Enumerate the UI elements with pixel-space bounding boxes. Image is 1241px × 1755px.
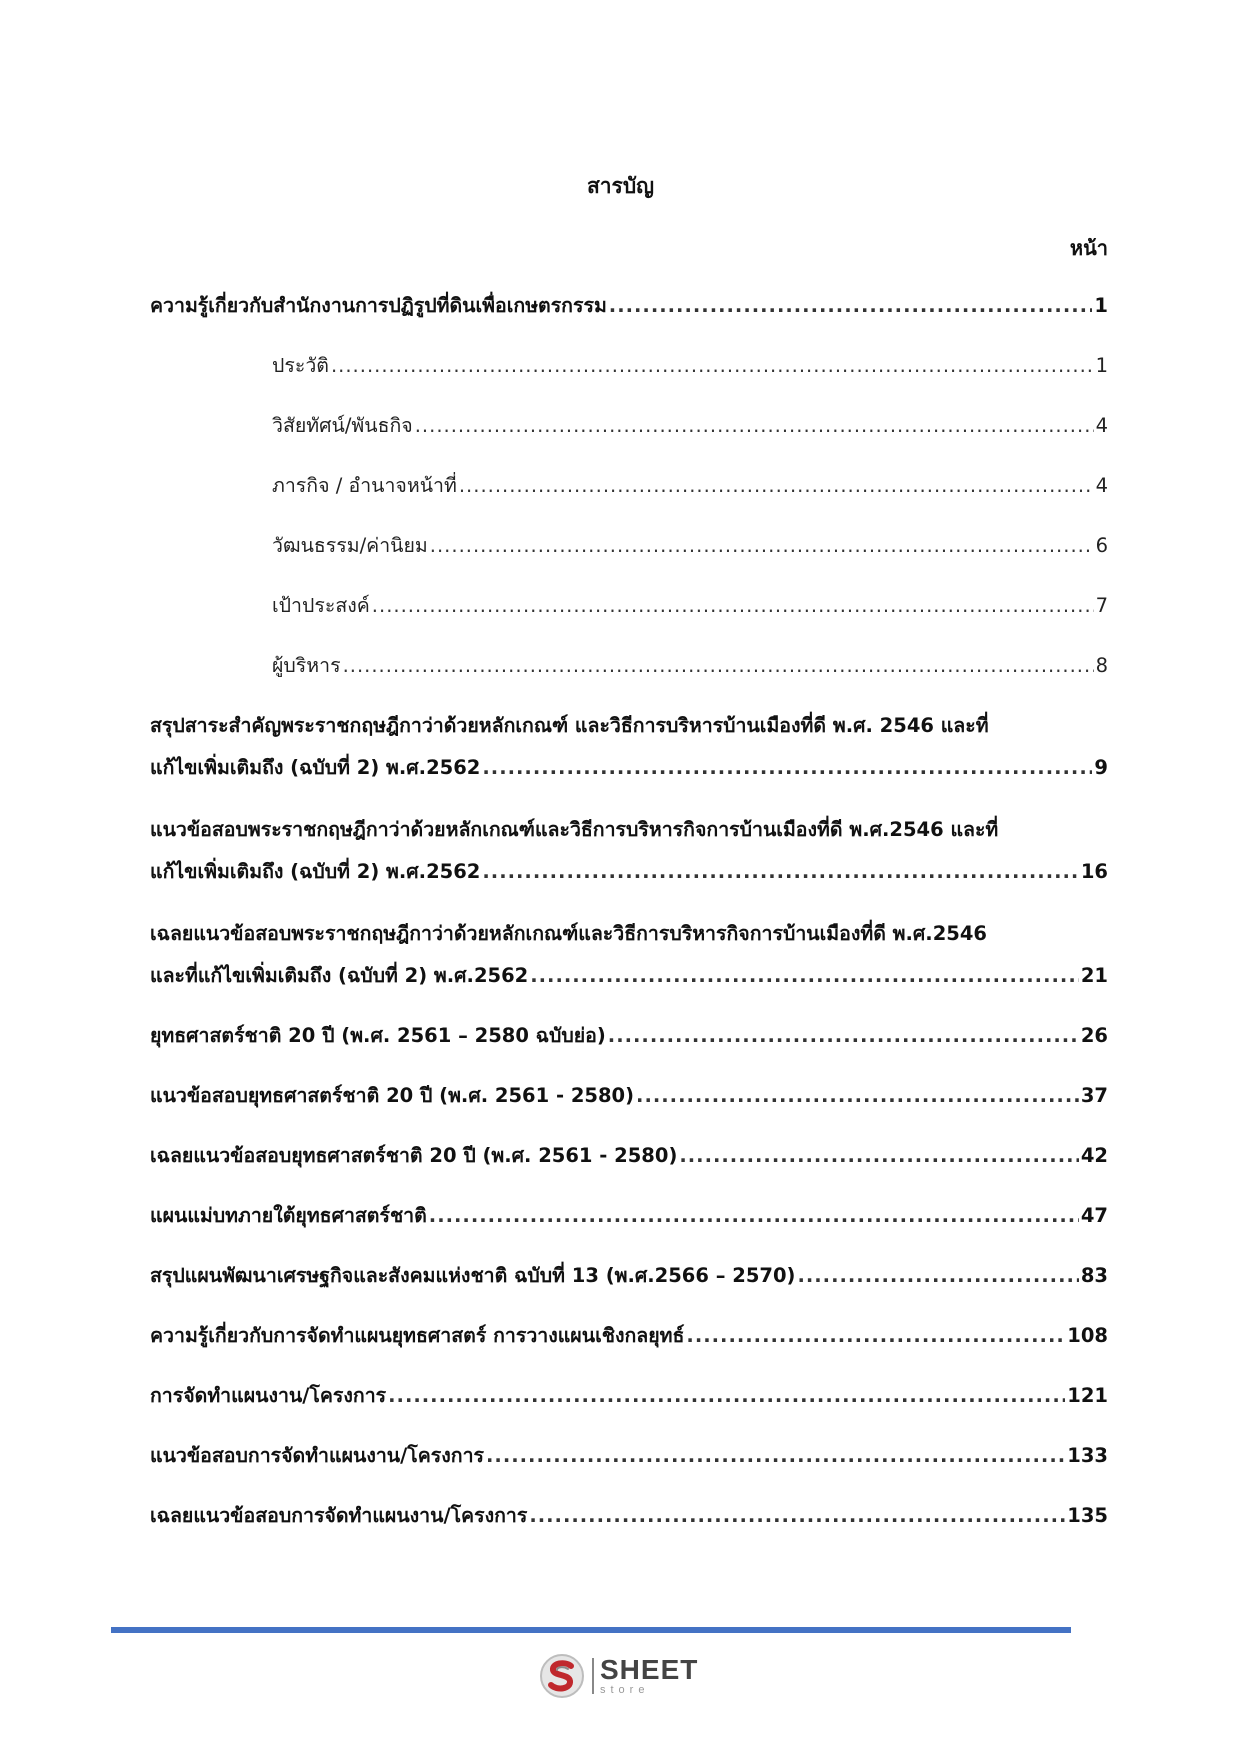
toc-subentry[interactable] bbox=[272, 350, 1108, 382]
sheet-store-logo-icon bbox=[538, 1652, 586, 1700]
toc-entry-page: 6 bbox=[1095, 534, 1108, 557]
toc-entry-title: การจัดทำแผนงาน/โครงการ bbox=[150, 1384, 387, 1407]
footer-divider bbox=[111, 1627, 1071, 1633]
toc-entry-page: 1 bbox=[1094, 294, 1108, 317]
toc-entry-title: ความรู้เกี่ยวกับการจัดทำแผนยุทธศาสตร์ การวางแผนเชิงกลยุทธ์ bbox=[150, 1324, 685, 1347]
toc-entry-title-line1[interactable]: แนวข้อสอบพระราชกฤษฎีกาว่าด้วยหลักเกณฑ์และวิธีการบริหารกิจการบ้านเมืองที่ดี พ.ศ.2546 และที่ bbox=[150, 818, 999, 841]
toc-entry-page: 47 bbox=[1080, 1204, 1108, 1227]
toc-entry-page: 1 bbox=[1095, 354, 1108, 377]
toc-entry[interactable] bbox=[150, 960, 1108, 992]
toc-entry[interactable] bbox=[150, 290, 1108, 322]
toc-entry-page: 4 bbox=[1095, 474, 1108, 497]
logo-wordmark bbox=[600, 1656, 698, 1696]
dot-leader bbox=[686, 1320, 1065, 1352]
toc-entry-title: เฉลยแนวข้อสอบยุทธศาสตร์ชาติ 20 ปี (พ.ศ. 2561 - 2580) bbox=[150, 1144, 678, 1167]
toc-entry-title: แผนแม่บทภายใต้ยุทธศาสตร์ชาติ bbox=[150, 1204, 427, 1227]
toc-entry[interactable] bbox=[150, 1200, 1108, 1232]
toc-entry-title: ประวัติ bbox=[272, 354, 329, 377]
toc-entry-page: 121 bbox=[1067, 1384, 1108, 1407]
toc-entry[interactable] bbox=[150, 1500, 1108, 1532]
toc-entry-title: เป้าประสงค์ bbox=[272, 594, 370, 617]
page-title: สารบัญ bbox=[586, 174, 655, 198]
toc-entry-page: 108 bbox=[1067, 1324, 1108, 1347]
toc-entry-page: 4 bbox=[1095, 414, 1108, 437]
dot-leader bbox=[529, 1500, 1065, 1532]
toc-entry-page: 16 bbox=[1080, 860, 1108, 883]
toc-entry-title: วัฒนธรรม/ค่านิยม bbox=[272, 534, 428, 557]
logo-sub-text: store bbox=[600, 1684, 650, 1696]
toc-entry[interactable] bbox=[150, 1140, 1108, 1172]
logo-separator bbox=[592, 1658, 594, 1694]
toc-entry-page: 26 bbox=[1080, 1024, 1108, 1047]
toc-entry[interactable] bbox=[150, 752, 1108, 784]
toc-entry-title: ภารกิจ / อำนาจหน้าที่ bbox=[272, 474, 457, 497]
dot-leader bbox=[679, 1140, 1079, 1172]
toc-entry[interactable] bbox=[150, 1320, 1108, 1352]
page-column-header: หน้า bbox=[1069, 236, 1108, 260]
toc-entry-title: แนวข้อสอบการจัดทำแผนงาน/โครงการ bbox=[150, 1444, 484, 1467]
toc-subentry[interactable] bbox=[272, 590, 1108, 622]
toc-entry-page: 37 bbox=[1080, 1084, 1108, 1107]
toc-entry-page: 135 bbox=[1067, 1504, 1108, 1527]
toc-subentry[interactable] bbox=[272, 470, 1108, 502]
toc-entry-title: และที่แก้ไขเพิ่มเติมถึง (ฉบับที่ 2) พ.ศ.2562 bbox=[150, 964, 529, 987]
dot-leader bbox=[430, 530, 1094, 562]
toc-entry-title: ความรู้เกี่ยวกับสำนักงานการปฏิรูปที่ดินเพื่อเกษตรกรรม bbox=[150, 294, 607, 317]
toc-entry-page: 7 bbox=[1095, 594, 1108, 617]
logo-main-text: SHEET bbox=[600, 1654, 699, 1685]
toc-entry-title: เฉลยแนวข้อสอบการจัดทำแผนงาน/โครงการ bbox=[150, 1504, 528, 1527]
toc-entry-title: แนวข้อสอบยุทธศาสตร์ชาติ 20 ปี (พ.ศ. 2561 - 2580) bbox=[150, 1084, 635, 1107]
dot-leader bbox=[331, 350, 1094, 382]
dot-leader bbox=[415, 410, 1094, 442]
toc-subentry[interactable] bbox=[272, 650, 1108, 682]
toc-entry-title-line1[interactable]: สรุปสาระสำคัญพระราชกฤษฎีกาว่าด้วยหลักเกณฑ์ และวิธีการบริหารบ้านเมืองที่ดี พ.ศ. 2546 และที่ bbox=[150, 714, 989, 737]
toc-entry[interactable] bbox=[150, 1380, 1108, 1412]
dot-leader bbox=[482, 752, 1092, 784]
toc-entry-title: ยุทธศาสตร์ชาติ 20 ปี (พ.ศ. 2561 – 2580 ฉบับย่อ) bbox=[150, 1024, 606, 1047]
dot-leader bbox=[343, 650, 1094, 682]
toc-entry-title: ผู้บริหาร bbox=[272, 654, 341, 677]
toc-entry[interactable] bbox=[150, 1080, 1108, 1112]
toc-entry-page: 42 bbox=[1080, 1144, 1108, 1167]
dot-leader bbox=[486, 1440, 1065, 1472]
toc-entry-title: สรุปแผนพัฒนาเศรษฐกิจและสังคมแห่งชาติ ฉบับที่ 13 (พ.ศ.2566 – 2570) bbox=[150, 1264, 796, 1287]
dot-leader bbox=[636, 1080, 1079, 1112]
toc-entry-title: วิสัยทัศน์/พันธกิจ bbox=[272, 414, 413, 437]
dot-leader bbox=[459, 470, 1094, 502]
dot-leader bbox=[797, 1260, 1078, 1292]
toc-entry-title: แก้ไขเพิ่มเติมถึง (ฉบับที่ 2) พ.ศ.2562 bbox=[150, 756, 481, 779]
dot-leader bbox=[429, 1200, 1079, 1232]
toc-entry-page: 9 bbox=[1094, 756, 1108, 779]
toc-entry-title-line1[interactable]: เฉลยแนวข้อสอบพระราชกฤษฎีกาว่าด้วยหลักเกณฑ์และวิธีการบริหารกิจการบ้านเมืองที่ดี พ.ศ.2546 bbox=[150, 922, 987, 945]
dot-leader bbox=[388, 1380, 1065, 1412]
toc-entry[interactable] bbox=[150, 1260, 1108, 1292]
toc-entry[interactable] bbox=[150, 1440, 1108, 1472]
toc-entry[interactable] bbox=[150, 1020, 1108, 1052]
dot-leader bbox=[372, 590, 1094, 622]
dot-leader bbox=[608, 1020, 1079, 1052]
toc-entry-page: 133 bbox=[1067, 1444, 1108, 1467]
dot-leader bbox=[482, 856, 1078, 888]
brand-logo bbox=[538, 1652, 698, 1700]
toc-entry[interactable] bbox=[150, 856, 1108, 888]
dot-leader bbox=[530, 960, 1079, 992]
toc-subentry[interactable] bbox=[272, 530, 1108, 562]
toc-entry-page: 8 bbox=[1095, 654, 1108, 677]
toc-subentry[interactable] bbox=[272, 410, 1108, 442]
dot-leader bbox=[609, 290, 1093, 322]
toc-entry-title: แก้ไขเพิ่มเติมถึง (ฉบับที่ 2) พ.ศ.2562 bbox=[150, 860, 481, 883]
toc-entry-page: 21 bbox=[1080, 964, 1108, 987]
toc-entry-page: 83 bbox=[1080, 1264, 1108, 1287]
